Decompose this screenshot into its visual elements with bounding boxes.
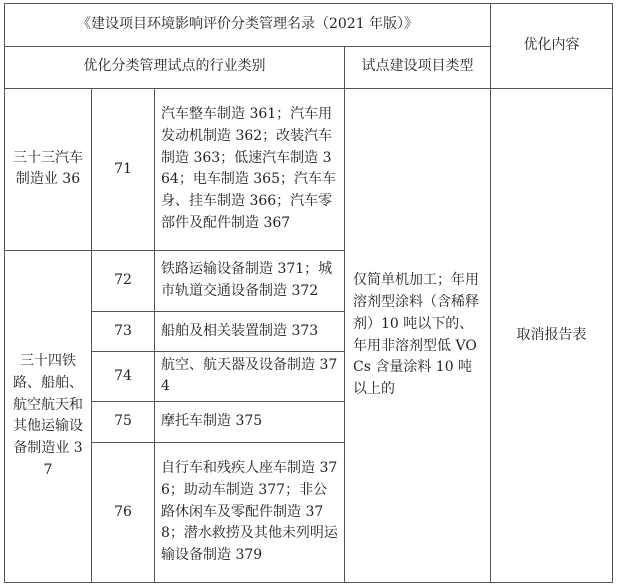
industry-cell: 铁路运输设备制造 371；城市轨道交通设备制造 372 <box>155 250 345 311</box>
optimization-header: 优化内容 <box>491 4 613 89</box>
industry-cell: 自行车和残疾人座车制造 376；助动车制造 377；非公路休闲车及零配件制造 378；潜水救捞及其他未列明运输设备制造 379 <box>155 443 345 583</box>
classification-table <box>4 3 613 583</box>
code-cell: 73 <box>92 311 155 351</box>
code-cell: 75 <box>92 401 155 443</box>
code-cell: 72 <box>92 250 155 311</box>
code-cell: 74 <box>92 352 155 402</box>
industry-cell: 船舶及相关装置制造 373 <box>155 311 345 351</box>
title-row <box>5 4 613 47</box>
industry-cell: 航空、航天器及设备制造 374 <box>155 352 345 402</box>
industry-header: 优化分类管理试点的行业类别 <box>5 46 345 89</box>
category-cell: 三十三汽车制造业 36 <box>5 89 92 251</box>
table-title: 《建设项目环境影响评价分类管理名录（2021 年版）》 <box>5 4 491 47</box>
optimization-cell: 取消报告表 <box>491 89 613 583</box>
code-cell: 76 <box>92 443 155 583</box>
project-type-header: 试点建设项目类型 <box>345 46 491 89</box>
project-type-cell: 仅简单机加工；年用溶剂型涂料（含稀释剂）10 吨以下的、年用非溶剂型低 VOCs 含量涂料 10 吨以上的 <box>345 89 491 583</box>
category-cell: 三十四铁路、船舶、航空航天和其他运输设备制造业 37 <box>5 250 92 582</box>
industry-cell: 摩托车制造 375 <box>155 401 345 443</box>
industry-cell: 汽车整车制造 361；汽车用发动机制造 362；改装汽车制造 363；低速汽车制造 364；电车制造 365；汽车车身、挂车制造 366；汽车零部件及配件制造 367 <box>155 89 345 251</box>
table-row <box>5 89 613 251</box>
code-cell: 71 <box>92 89 155 251</box>
